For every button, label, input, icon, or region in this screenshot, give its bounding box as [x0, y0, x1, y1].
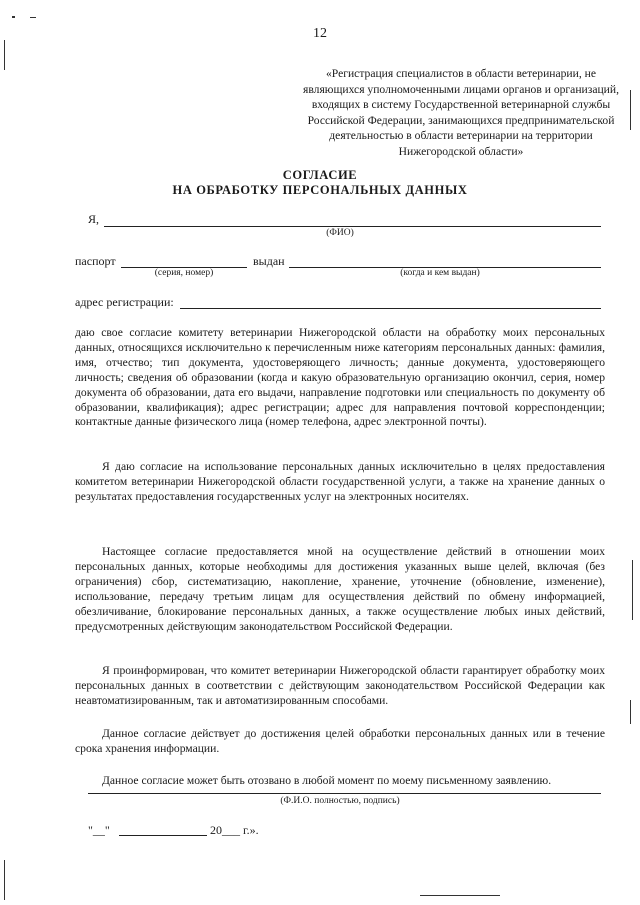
consent-paragraph-2: Я даю согласие на использование персональных данных исключительно в целях предоставления комитетом ветеринарии Нижегородской области государственной услуги, а также на хранение данных о результатах предоставления государственных услуг на электронных носителях. [75, 460, 605, 503]
issued-label: выдан [253, 254, 285, 268]
issued-hint: (когда и кем выдан) [400, 268, 480, 278]
date-year: 20___ г.». [210, 823, 259, 837]
passport-hint: (серия, номер) [154, 268, 214, 278]
scan-edge-line [420, 895, 500, 896]
scan-speck [30, 17, 36, 18]
address-label: адрес регистрации: [75, 295, 174, 309]
page-number: 12 [313, 26, 327, 41]
document-title [0, 168, 640, 198]
consent-paragraph-5: Данное согласие действует до достижения целей обработки персональных данных или в течение срока хранения информации. [75, 727, 605, 755]
scan-edge-line [632, 560, 633, 620]
consent-paragraph-3: Настоящее согласие предоставляется мной на осуществление действий в отношении моих персональных данных, которые необходимы для достижения указанных выше целей, включая (без ограничения) сбор, систематизацию, накопление, хранение, уточнение (обновление, изменение), использование, передачу третьим лицам для осуществления действий по обмену информацией, обезличивание, блокирование персональных данных, а также осуществление любых иных действий, предусмотренных действующим законодательством Российской Федерации. [75, 545, 605, 633]
scan-edge-line [630, 700, 631, 724]
name-hint: (ФИО) [326, 228, 354, 238]
scan-speck [12, 16, 15, 18]
date-day: "__" [88, 823, 110, 837]
scan-edge-line [4, 40, 5, 70]
name-field-line[interactable] [104, 226, 601, 227]
passport-label: паспорт [75, 254, 116, 268]
consent-paragraph-1: даю свое согласие комитету ветеринарии Нижегородской области на обработку моих персональных данных, относящихся исключительно к перечисленным ниже категориям персональных данных: фамилия, имя, отчество; тип документа, удостоверяющего личность; данные документа, удостоверяющего личность; сведения об образовании (когда и какую образовательную организацию окончил, серия, номер документа об образовании, дата его выдачи, направление подготовки или специальность по документу об образовании, квалификация); адрес регистрации; адрес для направления почтовой корреспонденции; контактные данные физического лица (номер телефона, адрес электронной почты). [75, 326, 605, 429]
scan-edge-line [630, 90, 631, 130]
name-label: Я, [88, 212, 100, 226]
title-line-1: СОГЛАСИЕ [282, 168, 358, 182]
signature-line[interactable] [88, 793, 601, 794]
consent-paragraph-6: Данное согласие может быть отозвано в любой момент по моему письменному заявлению. [102, 774, 552, 787]
signature-hint: (Ф.И.О. полностью, подпись) [280, 796, 400, 806]
address-field-line[interactable] [180, 308, 601, 309]
title-line-2: НА ОБРАБОТКУ ПЕРСОНАЛЬНЫХ ДАННЫХ [172, 183, 468, 197]
consent-paragraph-4: Я проинформирован, что комитет ветеринарии Нижегородской области гарантирует обработку моих персональных данных в соответствии с действующим законодательством Российской Федерации как неавтоматизированным, так и автоматизированным способами. [75, 664, 605, 707]
header-note: «Регистрация специалистов в области ветеринарии, не являющихся уполномоченными лицами органов и организаций, входящих в систему Государственной ветеринарной службы Российской Федерации, занимающихся предпринимательской деятельностью в области ветеринарии на территории Нижегородской области» [303, 67, 619, 158]
scan-edge-line [4, 860, 5, 900]
date-month-line[interactable] [119, 835, 207, 836]
